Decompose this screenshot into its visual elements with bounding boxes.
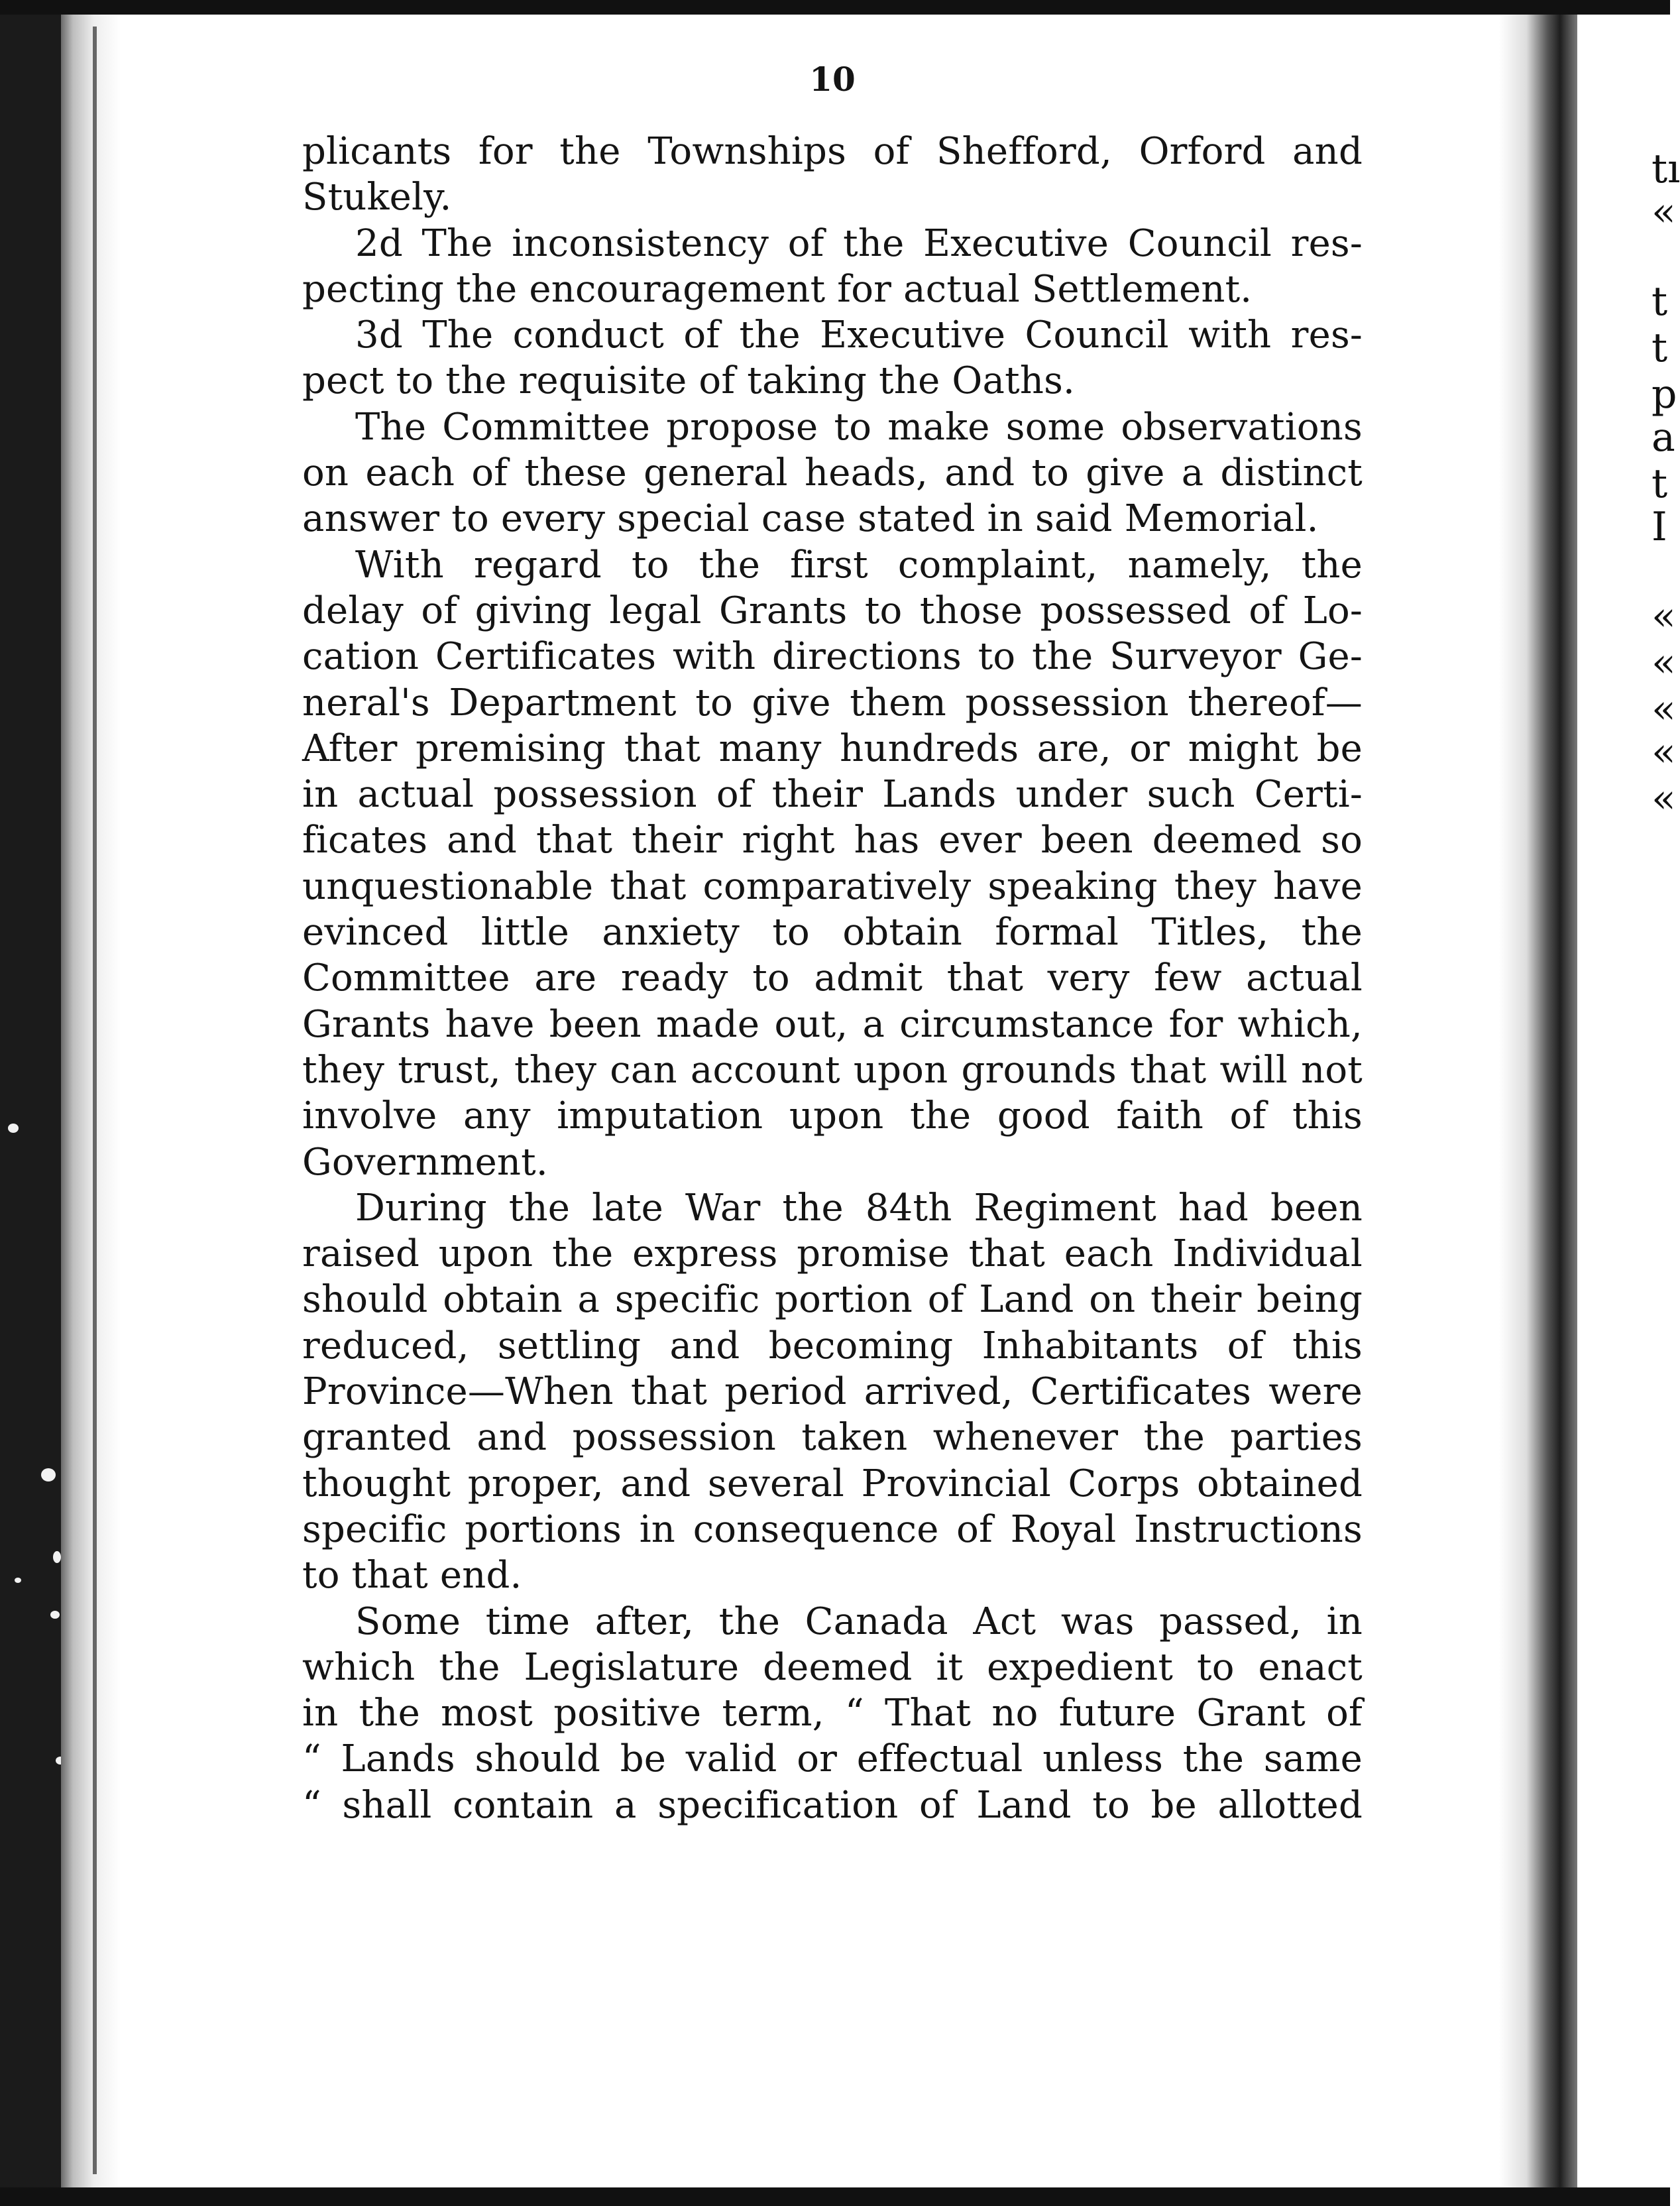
- page-body-text: [302, 129, 1363, 1828]
- text-line: evinced little anxiety to obtain formal Titles, the: [302, 911, 1363, 955]
- dust-speck: [41, 1468, 56, 1481]
- text-line: During the late War the 84th Regiment had been: [355, 1186, 1363, 1230]
- facing-page-fragment: I: [1652, 504, 1667, 550]
- text-line: “ shall contain a specification of Land to be allotted: [302, 1783, 1363, 1827]
- scanner-bottom-edge: [0, 2187, 1670, 2206]
- dust-speck: [53, 1551, 61, 1563]
- facing-page-fragment: «: [1652, 189, 1676, 235]
- text-line: The Committee propose to make some observations: [355, 405, 1363, 449]
- text-line: reduced, settling and becoming Inhabitants of this: [302, 1324, 1363, 1367]
- text-line: should obtain a specific portion of Land on their being: [302, 1278, 1363, 1322]
- text-line: Grants have been made out, a circumstance for which,: [302, 1002, 1363, 1046]
- page-number: 10: [809, 60, 856, 99]
- facing-page-fragment: tı: [1652, 146, 1680, 192]
- text-line: answer to every special case stated in said Memorial.: [302, 497, 1319, 541]
- facing-page-fragment: «: [1652, 686, 1676, 732]
- text-line: Committee are ready to admit that very few actual: [302, 957, 1363, 1000]
- page-edge-line: [93, 27, 97, 2174]
- book-gutter: [1499, 15, 1577, 2187]
- dust-speck: [15, 1578, 21, 1583]
- text-line: Government.: [302, 1140, 548, 1184]
- text-line: delay of giving legal Grants to those possessed of Lo-: [302, 589, 1363, 632]
- text-line: they trust, they can account upon grounds that will not: [302, 1048, 1363, 1092]
- text-line: specific portions in consequence of Royal Instructions: [302, 1507, 1363, 1551]
- text-line: With regard to the first complaint, namely, the: [355, 543, 1363, 587]
- text-line: cation Certificates with directions to the Surveyor Ge-: [302, 635, 1363, 679]
- facing-page-fragment: p: [1652, 371, 1677, 418]
- text-line: thought proper, and several Provincial Corps obtained: [302, 1462, 1363, 1505]
- text-line: granted and possession taken whenever the parties: [302, 1416, 1363, 1460]
- text-line: in the most positive term, “ That no future Grant of: [302, 1692, 1363, 1735]
- scanner-left-edge: [0, 0, 61, 2206]
- text-line: neral's Department to give them possession thereof—: [302, 681, 1363, 725]
- facing-page-fragment: «: [1652, 729, 1676, 776]
- text-line: on each of these general heads, and to give a distinct: [302, 451, 1363, 495]
- facing-page-fragment: t: [1652, 278, 1668, 325]
- facing-page-fragment: «: [1652, 640, 1676, 686]
- text-line: ficates and that their right has ever been deemed so: [302, 819, 1363, 862]
- facing-page-fragment: a: [1652, 414, 1675, 461]
- text-line: pect to the requisite of taking the Oaths.: [302, 359, 1076, 403]
- text-line: Stukely.: [302, 176, 452, 219]
- text-line: raised upon the express promise that each Individual: [302, 1232, 1363, 1276]
- facing-page-fragment: t: [1652, 461, 1668, 507]
- page-edge-shadow: [61, 15, 121, 2187]
- dust-speck: [8, 1124, 19, 1133]
- text-line: Province—When that period arrived, Certificates were: [302, 1370, 1363, 1414]
- text-line: plicants for the Townships of Shefford, Orford and: [302, 130, 1363, 173]
- scanner-top-edge: [0, 0, 1670, 15]
- text-line: 3d The conduct of the Executive Council with res-: [355, 314, 1363, 357]
- facing-page-fragment: «: [1652, 593, 1676, 640]
- text-line: which the Legislature deemed it expedient to enact: [302, 1645, 1363, 1689]
- text-line: pecting the encouragement for actual Settlement.: [302, 267, 1253, 311]
- text-line: involve any imputation upon the good faith of this: [302, 1094, 1363, 1138]
- text-line: to that end.: [302, 1554, 522, 1597]
- dust-speck: [50, 1611, 60, 1619]
- facing-page-fragment: «: [1652, 776, 1676, 822]
- facing-page-fragment: t: [1652, 325, 1668, 371]
- text-line: 2d The inconsistency of the Executive Council res-: [355, 221, 1363, 265]
- text-line: in actual possession of their Lands under such Certi-: [302, 773, 1363, 817]
- text-line: Some time after, the Canada Act was passed, in: [355, 1599, 1363, 1643]
- text-line: “ Lands should be valid or effectual unless the same: [302, 1737, 1363, 1781]
- facing-page: [1577, 15, 1670, 2187]
- printed-page: [302, 53, 1363, 1828]
- text-line: After premising that many hundreds are, or might be: [302, 726, 1363, 770]
- text-line: unquestionable that comparatively speaking they have: [302, 864, 1363, 908]
